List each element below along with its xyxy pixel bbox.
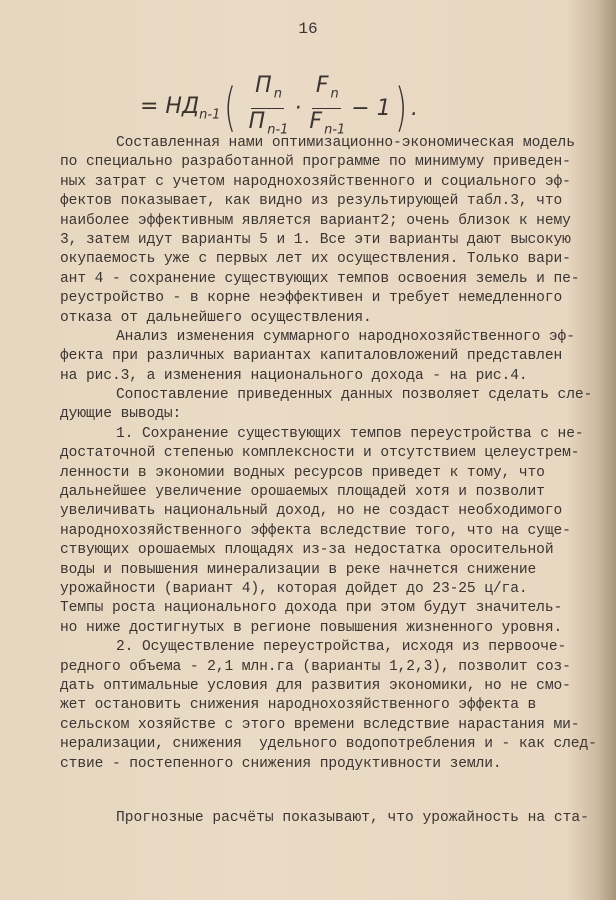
- text-line: ант 4 - сохранение существующих темпов освоения земель и пе-: [60, 270, 580, 287]
- text-line: ствие - постепенного снижения продуктивности земли.: [60, 755, 502, 772]
- symbol: F: [315, 73, 329, 99]
- text-line: фектов показывает, как видно из результирующей табл.3, что: [60, 193, 563, 210]
- subscript: n: [330, 86, 339, 102]
- text-line: Анализ изменения суммарного народнохозяйственного эф-: [116, 328, 575, 345]
- text-line: отказа от дальнейшего осуществления.: [60, 309, 372, 326]
- subscript: n-1: [324, 121, 346, 137]
- text-line: дать оптимальные условия для развития экономики, но не смо-: [60, 677, 571, 694]
- page-number: 16: [298, 20, 318, 38]
- formula-minus-one: − 1: [351, 95, 391, 121]
- text-line: нерализации, снижения удельного водопотребления и - как след-: [60, 736, 597, 753]
- text-line: увеличивать национальный доход, но не создаст необходимого: [60, 503, 563, 520]
- subscript: n: [273, 86, 282, 102]
- symbol: F: [309, 108, 323, 134]
- formula-period: .: [411, 95, 419, 121]
- text-line: по специально разработанной программе по минимуму приведен-: [60, 154, 571, 171]
- text-line: дующие выводы:: [60, 406, 182, 423]
- text-line: но ниже достигнутых в регионе повышения жизненного уровня.: [60, 619, 563, 636]
- fraction-f: [305, 73, 347, 143]
- text-line: Темпы роста национального дохода при этом будут значитель-: [60, 600, 563, 617]
- text-line: дальнейшее увеличение орошаемых площадей хотя и позволит: [60, 484, 545, 501]
- text-line: 2. Осуществление переустройства, исходя из первооче-: [116, 639, 567, 656]
- text-line: реустройство - в корне неэффективен и требует немедленного: [60, 290, 563, 307]
- text-line: наиболее эффективным является вариант2; очень близок к нему: [60, 212, 571, 229]
- formula-sub: n-1: [199, 107, 221, 123]
- formula-nd: = НД: [140, 93, 200, 119]
- text-line-last: Прогнозные расчёты показывают, что урожайность на ста-: [116, 810, 589, 826]
- fraction-numerator: [312, 73, 341, 108]
- text-line: воды и повышения минерализации в реке начнется снижение: [60, 561, 537, 578]
- text-line: на рис.3, а изменения национального дохода - на рис.4.: [60, 367, 528, 384]
- text-line: достаточной степенью комплексности и отсутствием целеустрем-: [60, 445, 580, 462]
- symbol: П: [248, 108, 266, 134]
- formula-dot: ·: [294, 95, 302, 121]
- text-line: урожайности (вариант 4), которая дойдет до 23-25 ц/га.: [60, 580, 528, 597]
- text-line: 1. Сохранение существующих темпов переустройства с не-: [116, 425, 584, 442]
- text-line: народнохозяйственного эффекта вследствие того, что на суще-: [60, 522, 571, 539]
- text-line: редного объема - 2,1 млн.га (варианты 1,2,3), позволит соз-: [60, 658, 571, 675]
- text-line: ных затрат с учетом народнохозяйственного и социального эф-: [60, 173, 571, 190]
- text-line: сельском хозяйстве с этого времени вследствие нарастания ми-: [60, 716, 580, 733]
- text-line: ствующих орошаемых площадях из-за недостатка оросительной: [60, 542, 554, 559]
- text-line: жет остановить снижения народнохозяйственного эффекта в: [60, 697, 537, 714]
- text-line: Составленная нами оптимизационно-экономическая модель: [116, 135, 575, 151]
- subscript: n-1: [267, 121, 289, 137]
- formula: [140, 73, 419, 138]
- body-text: [60, 134, 610, 774]
- formula-close-paren: ): [394, 78, 407, 138]
- fraction-p: [245, 73, 291, 143]
- fraction-numerator: [251, 73, 284, 108]
- text-line: окупаемость уже с первых лет их осуществления. Только вари-: [60, 251, 571, 268]
- symbol: П: [255, 73, 272, 99]
- text-line: фекта при различных вариантах капиталовложений представлен: [60, 348, 563, 365]
- text-line: Сопоставление приведенных данных позволяет сделать сле-: [116, 387, 593, 404]
- formula-open-paren: (: [224, 78, 237, 138]
- text-line: 3, затем идут варианты 5 и 1. Все эти варианты дают высокую: [60, 231, 571, 248]
- text-line: ленности в экономии водных ресурсов приведет к тому, что: [60, 464, 545, 481]
- formula-lhs: [140, 94, 220, 122]
